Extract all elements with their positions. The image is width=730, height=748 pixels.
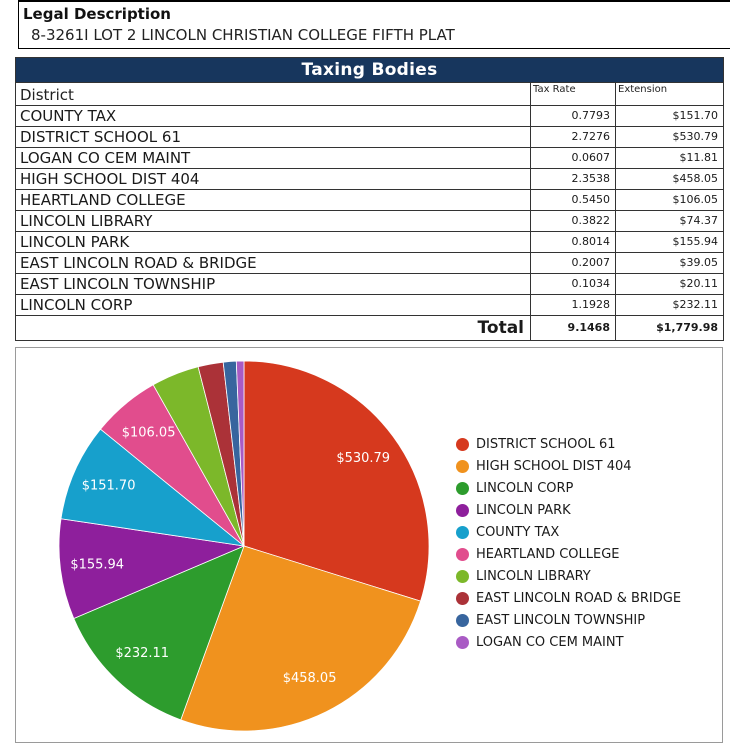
legend-swatch-icon [456, 636, 469, 649]
table-row [16, 169, 724, 190]
legal-description-section [18, 0, 730, 49]
legend-swatch-icon [456, 592, 469, 605]
extension-cell: $458.05 [616, 169, 724, 190]
legend-label: EAST LINCOLN TOWNSHIP [476, 613, 646, 628]
legend-item[interactable] [456, 460, 681, 473]
table-body [16, 106, 724, 316]
tax-rate-cell: 1.1928 [531, 295, 616, 316]
tax-rate-cell: 0.2007 [531, 253, 616, 274]
tax-rate-cell: 0.1034 [531, 274, 616, 295]
column-header-extension: Extension [616, 83, 724, 106]
district-cell: LINCOLN LIBRARY [16, 211, 531, 232]
legend-item[interactable] [456, 592, 681, 605]
legend-item[interactable] [456, 636, 681, 649]
district-cell: COUNTY TAX [16, 106, 531, 127]
table-row [16, 274, 724, 295]
legend-label: COUNTY TAX [476, 525, 560, 540]
pie-chart [16, 348, 456, 742]
district-cell: LOGAN CO CEM MAINT [16, 148, 531, 169]
legend-swatch-icon [456, 614, 469, 627]
district-cell: EAST LINCOLN ROAD & BRIDGE [16, 253, 531, 274]
legend-item[interactable] [456, 548, 681, 561]
legend-item[interactable] [456, 570, 681, 583]
table-title: Taxing Bodies [16, 58, 724, 83]
tax-rate-cell: 0.3822 [531, 211, 616, 232]
taxing-bodies-table [15, 57, 724, 341]
legend-swatch-icon [456, 504, 469, 517]
legend-swatch-icon [456, 438, 469, 451]
extension-cell: $20.11 [616, 274, 724, 295]
table-total-row [16, 316, 724, 341]
legend-item[interactable] [456, 482, 681, 495]
table-header-row [16, 83, 724, 106]
district-cell: HIGH SCHOOL DIST 404 [16, 169, 531, 190]
tax-rate-cell: 0.8014 [531, 232, 616, 253]
legend-label: EAST LINCOLN ROAD & BRIDGE [476, 591, 682, 606]
legend-swatch-icon [456, 548, 469, 561]
district-cell: DISTRICT SCHOOL 61 [16, 127, 531, 148]
district-cell: LINCOLN PARK [16, 232, 531, 253]
legend-swatch-icon [456, 482, 469, 495]
table-title-row [16, 58, 724, 83]
legal-description-title: Legal Description [23, 5, 171, 23]
legend-label: DISTRICT SCHOOL 61 [476, 437, 616, 452]
legend-swatch-icon [456, 460, 469, 473]
district-cell: LINCOLN CORP [16, 295, 531, 316]
extension-cell: $39.05 [616, 253, 724, 274]
district-cell: EAST LINCOLN TOWNSHIP [16, 274, 531, 295]
legend-item[interactable] [456, 614, 681, 627]
tax-rate-cell: 2.7276 [531, 127, 616, 148]
table-row [16, 253, 724, 274]
extension-cell: $155.94 [616, 232, 724, 253]
legend-label: LINCOLN CORP [476, 481, 574, 496]
pie-slice-value-label: $530.79 [336, 450, 391, 466]
chart-panel [15, 347, 723, 743]
pie-slice-value-label: $155.94 [70, 557, 125, 573]
legend-label: HEARTLAND COLLEGE [476, 547, 620, 562]
extension-cell: $11.81 [616, 148, 724, 169]
tax-rate-cell: 2.3538 [531, 169, 616, 190]
legend-swatch-icon [456, 526, 469, 539]
legend-label: LINCOLN PARK [476, 503, 571, 518]
pie-slice-value-label: $151.70 [81, 478, 136, 494]
legend-label: LOGAN CO CEM MAINT [476, 635, 624, 650]
chart-legend [456, 438, 681, 658]
legend-label: LINCOLN LIBRARY [476, 569, 591, 584]
table-row [16, 106, 724, 127]
extension-cell: $530.79 [616, 127, 724, 148]
extension-cell: $151.70 [616, 106, 724, 127]
column-header-tax-rate: Tax Rate [531, 83, 616, 106]
legend-item[interactable] [456, 526, 681, 539]
district-cell: HEARTLAND COLLEGE [16, 190, 531, 211]
total-label: Total [16, 316, 531, 341]
tax-rate-cell: 0.0607 [531, 148, 616, 169]
column-header-district: District [16, 83, 531, 106]
legal-description-text: 8-3261I LOT 2 LINCOLN CHRISTIAN COLLEGE FIFTH PLAT [31, 26, 455, 44]
tax-rate-cell: 0.5450 [531, 190, 616, 211]
table-row [16, 232, 724, 253]
table-row [16, 190, 724, 211]
tax-rate-cell: 0.7793 [531, 106, 616, 127]
total-tax-rate: 9.1468 [531, 316, 616, 341]
legend-item[interactable] [456, 438, 681, 451]
total-extension: $1,779.98 [616, 316, 724, 341]
table-row [16, 295, 724, 316]
extension-cell: $74.37 [616, 211, 724, 232]
extension-cell: $232.11 [616, 295, 724, 316]
legend-label: HIGH SCHOOL DIST 404 [476, 459, 632, 474]
extension-cell: $106.05 [616, 190, 724, 211]
pie-slice-value-label: $232.11 [115, 645, 170, 661]
legend-item[interactable] [456, 504, 681, 517]
pie-slice-value-label: $106.05 [121, 425, 176, 441]
legend-swatch-icon [456, 570, 469, 583]
table-row [16, 148, 724, 169]
table-row [16, 211, 724, 232]
table-row [16, 127, 724, 148]
pie-slice-value-label: $458.05 [282, 671, 337, 687]
